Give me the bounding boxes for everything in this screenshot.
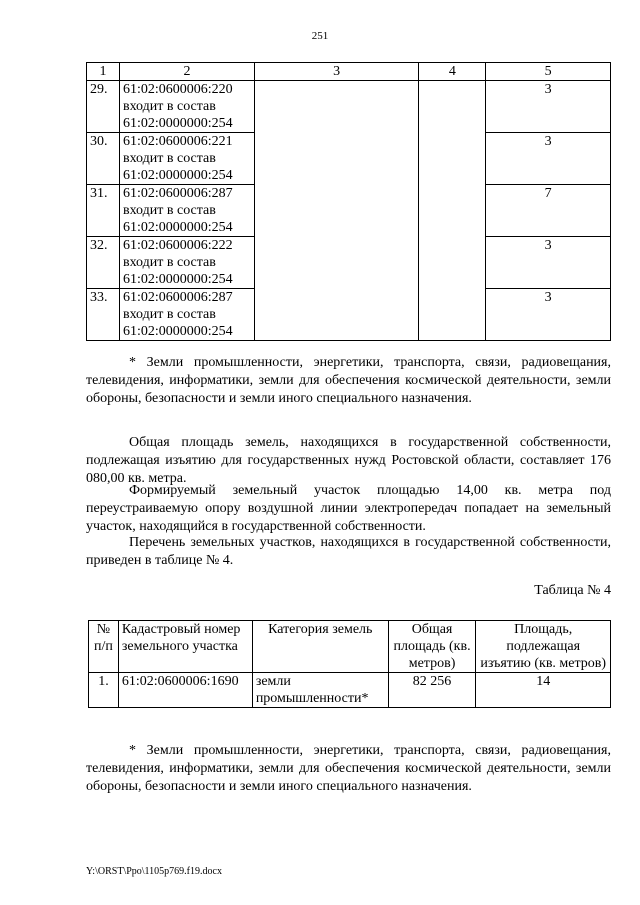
paragraph-parcel-list: Перечень земельных участков, находящихся в государственной собственности, приведен в таблице № 4.	[86, 535, 611, 568]
table-row	[89, 673, 611, 708]
table-row	[87, 81, 611, 133]
header-land-category: Категория земель	[252, 621, 388, 673]
area-value: 3	[486, 289, 611, 341]
footnote-land-categories-2: * Земли промышленности, энергетики, транспорта, связи, радиовещания, телевидения, информатики, земли для обеспечения космической деятельности, земли обороны, безопасности и земли иного специального назначения.	[86, 743, 611, 794]
cadastral-cell	[119, 289, 254, 341]
header-number-line2: п/п	[94, 639, 113, 654]
cadastral-number: 61:02:0600006:221	[122, 134, 233, 149]
table-4	[88, 620, 611, 708]
cadastral-cell	[119, 237, 254, 289]
parcels-table-continued	[86, 62, 611, 341]
footer-file-path: Y:\ORST\Ppo\1105p769.f19.docx	[86, 866, 222, 877]
area-value: 7	[486, 185, 611, 237]
cadastral-cell	[119, 133, 254, 185]
paragraph-total-area: Общая площадь земель, находящихся в государственной собственности, подлежащая изъятию для государственных нужд Ростовской области, составляет 176 080,00 кв. метра.	[86, 435, 611, 486]
column-number-5: 5	[486, 63, 611, 81]
inclusion-note: входит в состав	[122, 99, 216, 114]
cadastral-number: 61:02:0600006:287	[122, 290, 233, 305]
cadastral-number: 61:02:0600006:287	[122, 186, 233, 201]
row-number: 32.	[87, 237, 120, 289]
inclusion-note: входит в состав	[122, 307, 216, 322]
row-number: 1.	[89, 673, 119, 708]
parent-cadastral-number: 61:02:0000000:254	[122, 220, 233, 235]
table-header-row	[87, 63, 611, 81]
total-area-merged-cell	[419, 81, 486, 341]
column-number-2: 2	[119, 63, 254, 81]
inclusion-note: входит в состав	[122, 203, 216, 218]
table-header-row	[89, 621, 611, 673]
cadastral-cell	[119, 81, 254, 133]
row-number: 30.	[87, 133, 120, 185]
header-cadastral-number: Кадастровый номер земельного участка	[118, 621, 252, 673]
inclusion-note: входит в состав	[122, 255, 216, 270]
row-number: 33.	[87, 289, 120, 341]
table-caption: Таблица № 4	[534, 583, 611, 598]
inclusion-note: входит в состав	[122, 151, 216, 166]
row-number: 29.	[87, 81, 120, 133]
category-merged-cell	[254, 81, 419, 341]
header-number-line1: №	[96, 622, 111, 637]
paragraph-formed-parcel: Формируемый земельный участок площадью 14,00 кв. метра под переустраиваемую опору воздушной линии электропередач попадает на земельный участок, находящийся в государственной собственности.	[86, 483, 611, 534]
footnote-land-categories: * Земли промышленности, энергетики, транспорта, связи, радиовещания, телевидения, информатики, земли для обеспечения космической деятельности, земли обороны, безопасности и земли иного специального назначения.	[86, 355, 611, 406]
withdrawn-area: 14	[476, 673, 611, 708]
land-category: земли промышленности*	[252, 673, 388, 708]
column-number-3: 3	[254, 63, 419, 81]
area-value: 3	[486, 237, 611, 289]
parent-cadastral-number: 61:02:0000000:254	[122, 116, 233, 131]
cadastral-number: 61:02:0600006:220	[122, 82, 233, 97]
area-value: 3	[486, 81, 611, 133]
page-number: 251	[311, 30, 329, 42]
total-area: 82 256	[388, 673, 476, 708]
header-total-area: Общая площадь (кв. метров)	[388, 621, 476, 673]
header-number	[89, 621, 119, 673]
parent-cadastral-number: 61:02:0000000:254	[122, 168, 233, 183]
parent-cadastral-number: 61:02:0000000:254	[122, 324, 233, 339]
parent-cadastral-number: 61:02:0000000:254	[122, 272, 233, 287]
header-withdrawn-area: Площадь, подлежащая изъятию (кв. метров)	[476, 621, 611, 673]
cadastral-cell	[119, 185, 254, 237]
cadastral-number: 61:02:0600006:222	[122, 238, 233, 253]
cadastral-number: 61:02:0600006:1690	[118, 673, 252, 708]
column-number-4: 4	[419, 63, 486, 81]
column-number-1: 1	[87, 63, 120, 81]
area-value: 3	[486, 133, 611, 185]
row-number: 31.	[87, 185, 120, 237]
